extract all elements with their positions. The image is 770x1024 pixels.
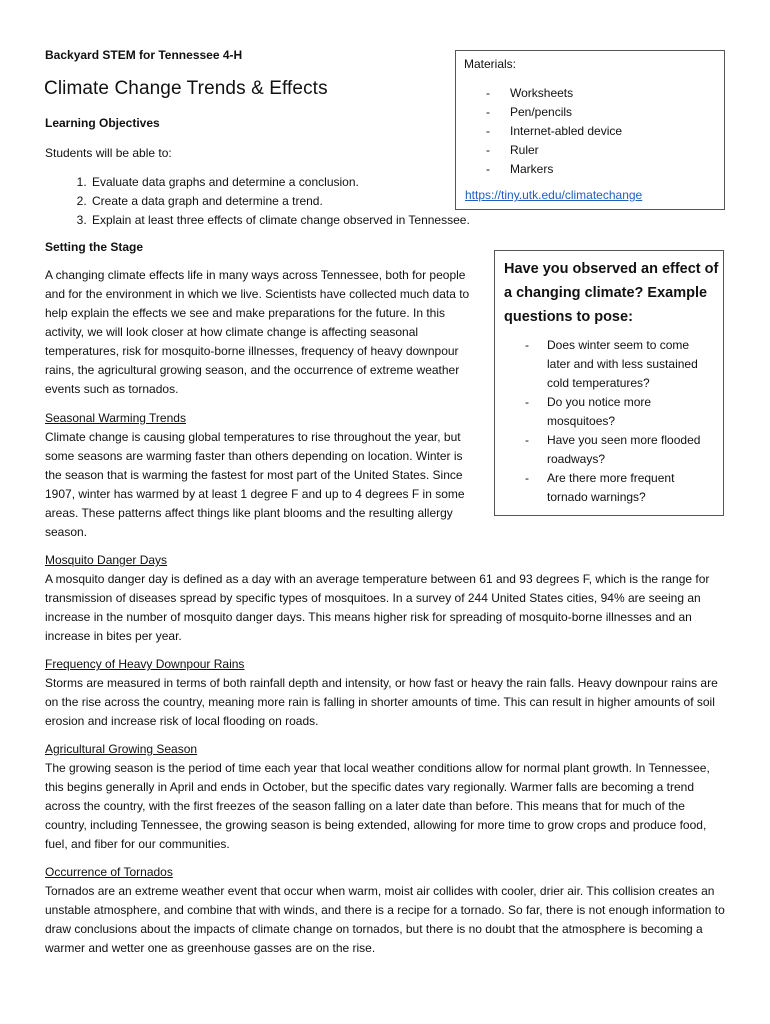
page-title: Climate Change Trends & Effects [44, 78, 328, 99]
objective-item: 2. Create a data graph and determine a trend. [90, 192, 560, 211]
question-list [525, 336, 715, 507]
mosquito-heading: Mosquito Danger Days [45, 553, 168, 567]
materials-item: - Markers [486, 160, 622, 179]
warming-text: Climate change is causing global temperatures to rise throughout the year, but some seasons are warming faster than others depending on location. Winter is the season that is warming the fastest for most part of the United States. Since 1907, winter has warmed by at least 1 degree F and up to 4 degrees F in some areas. These patterns affect things like plant blooms and the resulting allergy season. [45, 430, 465, 539]
question-box [494, 250, 724, 516]
document-header: Backyard STEM for Tennessee 4-H [45, 48, 243, 62]
climate-change-link[interactable]: https://tiny.utk.edu/climatechange [465, 188, 643, 202]
objective-item: 3. Explain at least three effects of climate change observed in Tennessee. [90, 211, 560, 230]
downpour-heading: Frequency of Heavy Downpour Rains [45, 657, 245, 671]
setting-stage-paragraph: A changing climate effects life in many ways across Tennessee, both for people and for the environment in which we live. Scientists have collected much data to help explain the effects we see and make preparations for the future. In this activity, we will look closer at how climate change is affecting seasonal temperatures, risk for mosquito-borne illnesses, frequency of heavy downpour rains, the agricultural growing season, and the occurrence of extreme weather events such as tornados. [45, 268, 470, 396]
question-item: - Have you seen more flooded roadways? [525, 431, 715, 469]
question-box-title: Have you observed an effect of a changing climate? Example questions to pose: [504, 261, 719, 325]
materials-item: - Worksheets [486, 84, 622, 103]
warming-heading: Seasonal Warming Trends [45, 411, 186, 425]
question-item: - Do you notice more mosquitoes? [525, 393, 715, 431]
materials-item: - Internet-abled device [486, 122, 622, 141]
question-item: - Are there more frequent tornado warnings? [525, 469, 715, 507]
growing-text: The growing season is the period of time each year that local weather conditions allow for normal plant growth. In Tennessee, this begins generally in April and ends in October, but the specific dates vary regionally. Warmer falls are becoming a trend across the country, with the first freezes of the season falling on a later date than before. This means that for much of the country, including Tennessee, the growing season is being extended, allowing for more time to grow crops and produce food, fuel, and fiber for our communities. [45, 761, 710, 851]
materials-box [455, 50, 725, 210]
materials-list [486, 84, 622, 179]
objectives-intro: Students will be able to: [45, 146, 172, 160]
downpour-text: Storms are measured in terms of both rainfall depth and intensity, or how fast or heavy the rain falls. Heavy downpour rains are on the rise across the country, meaning more rain is falling in shorter amounts of time. This can result in higher amounts of soil erosion and increase risk of local flooding on roads. [45, 676, 718, 728]
materials-label: Materials: [464, 57, 517, 71]
materials-item: - Ruler [486, 141, 622, 160]
setting-stage-heading: Setting the Stage [45, 240, 144, 254]
learning-objectives-heading: Learning Objectives [45, 116, 160, 130]
mosquito-text: A mosquito danger day is defined as a day with an average temperature between 61 and 93 degrees F, which is the range for transmission of diseases spread by specific types of mosquitoes. In a survey of 244 United States cities, 94% are seeing an increase in the number of mosquito danger days. This means higher risk for spreading of mosquito-borne illnesses and an increase in bites per year. [45, 572, 710, 643]
question-item: - Does winter seem to come later and with less sustained cold temperatures? [525, 336, 715, 393]
tornados-text: Tornados are an extreme weather event that occur when warm, moist air collides with cooler, drier air. This collision creates an unstable atmosphere, and combine that with winds, and there is a recipe for a tornado. So far, there is not enough information to draw conclusions about the impacts of climate change on tornados, but there is no doubt that the atmosphere is becoming a warmer and wetter one as greenhouse gasses are on the rise. [45, 884, 725, 955]
objective-item: 1. Evaluate data graphs and determine a conclusion. [90, 173, 560, 192]
tornados-heading: Occurrence of Tornados [45, 865, 173, 879]
materials-item: - Pen/pencils [486, 103, 622, 122]
growing-heading: Agricultural Growing Season [45, 742, 198, 756]
